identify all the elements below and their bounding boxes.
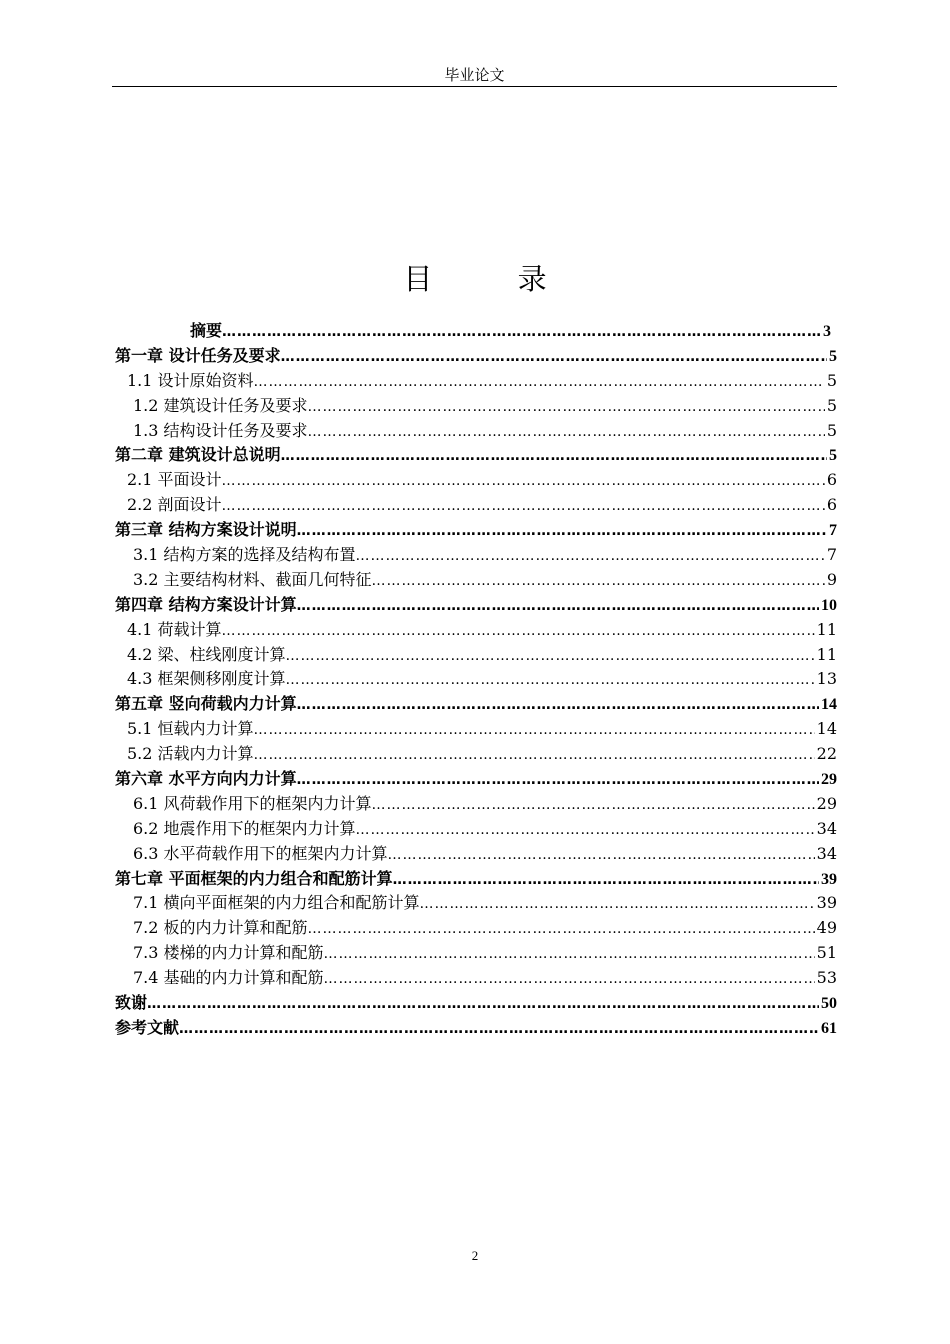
toc-chapter-entry[interactable] xyxy=(115,692,837,717)
toc-entry-page: 14 xyxy=(821,696,837,714)
toc-entry-page: 5 xyxy=(826,395,837,415)
table-of-contents xyxy=(115,319,837,1041)
toc-chapter-entry[interactable] xyxy=(115,319,837,344)
toc-section-entry[interactable] xyxy=(115,916,837,941)
toc-section-entry[interactable] xyxy=(115,419,837,444)
toc-entry-label: 7.3 楼梯的内力计算和配筋 xyxy=(133,943,324,963)
toc-chapter-entry[interactable] xyxy=(115,443,837,468)
toc-section-entry[interactable] xyxy=(115,842,837,867)
toc-entry-page: 51 xyxy=(816,943,837,963)
toc-entry-label: 第四章 结构方案设计计算 xyxy=(115,594,297,614)
toc-entry-label: 第一章 设计任务及要求 xyxy=(115,345,281,365)
toc-entry-page: 6 xyxy=(826,495,837,515)
toc-entry-page: 22 xyxy=(816,744,837,764)
toc-leader-dots xyxy=(420,892,815,916)
toc-entry-label: 摘要 xyxy=(190,321,223,340)
toc-leader-dots xyxy=(286,668,815,692)
toc-entry-label: 参考文献 xyxy=(115,1017,180,1037)
toc-entry-label: 第六章 水平方向内力计算 xyxy=(115,769,297,789)
toc-leader-dots xyxy=(222,494,825,518)
toc-leader-dots xyxy=(356,818,815,842)
toc-leader-dots xyxy=(324,942,815,966)
toc-entry-page: 5 xyxy=(826,370,837,390)
toc-entry-page: 7 xyxy=(829,522,837,540)
toc-leader-dots xyxy=(308,917,815,941)
toc-section-entry[interactable] xyxy=(115,667,837,692)
toc-leader-dots xyxy=(222,619,815,643)
toc-leader-dots xyxy=(222,320,821,344)
toc-chapter-entry[interactable] xyxy=(115,344,837,369)
toc-section-entry[interactable] xyxy=(115,891,837,916)
toc-section-entry[interactable] xyxy=(115,717,837,742)
toc-leader-dots xyxy=(308,420,825,444)
toc-entry-page: 39 xyxy=(816,893,837,913)
toc-chapter-entry[interactable] xyxy=(115,518,837,543)
toc-entry-page: 50 xyxy=(821,995,837,1013)
toc-chapter-entry[interactable] xyxy=(115,1016,837,1041)
toc-entry-label: 3.1 结构方案的选择及结构布置 xyxy=(133,545,356,565)
toc-leader-dots xyxy=(222,469,825,493)
toc-section-entry[interactable] xyxy=(115,643,837,668)
toc-section-entry[interactable] xyxy=(115,742,837,767)
toc-leader-dots xyxy=(179,1017,819,1041)
toc-entry-label: 2.2 剖面设计 xyxy=(127,495,222,515)
toc-entry-page: 34 xyxy=(816,843,837,863)
toc-leader-dots xyxy=(281,345,827,369)
toc-entry-page: 39 xyxy=(821,870,837,888)
toc-leader-dots xyxy=(147,992,819,1016)
toc-entry-label: 3.2 主要结构材料、截面几何特征 xyxy=(133,569,372,589)
toc-leader-dots xyxy=(324,967,815,991)
toc-leader-dots xyxy=(372,793,815,817)
toc-entry-label: 致谢 xyxy=(115,993,148,1013)
toc-entry-page: 29 xyxy=(821,771,837,789)
toc-entry-page: 61 xyxy=(821,1019,837,1037)
toc-leader-dots xyxy=(286,644,815,668)
toc-entry-label: 7.1 横向平面框架的内力组合和配筋计算 xyxy=(133,893,420,913)
toc-leader-dots xyxy=(254,718,815,742)
toc-leader-dots xyxy=(393,868,819,892)
toc-entry-label: 第五章 竖向荷载内力计算 xyxy=(115,694,297,714)
toc-leader-dots xyxy=(281,444,827,468)
toc-section-entry[interactable] xyxy=(115,543,837,568)
header-rule xyxy=(112,86,837,87)
toc-leader-dots xyxy=(372,569,825,593)
toc-entry-label: 6.2 地震作用下的框架内力计算 xyxy=(133,818,356,838)
toc-leader-dots xyxy=(297,768,819,792)
toc-entry-label: 6.1 风荷载作用下的框架内力计算 xyxy=(133,793,372,813)
toc-chapter-entry[interactable] xyxy=(115,593,837,618)
toc-section-entry[interactable] xyxy=(115,568,837,593)
toc-entry-page: 29 xyxy=(816,793,837,813)
toc-entry-label: 第二章 建筑设计总说明 xyxy=(115,445,281,465)
toc-entry-page: 5 xyxy=(829,447,837,465)
page-header: 毕业论文 xyxy=(444,66,505,84)
toc-entry-page: 13 xyxy=(816,669,837,689)
toc-section-entry[interactable] xyxy=(115,792,837,817)
toc-section-entry[interactable] xyxy=(115,966,837,991)
toc-entry-label: 4.3 框架侧移刚度计算 xyxy=(127,669,286,689)
toc-entry-page: 10 xyxy=(821,596,837,614)
toc-entry-label: 5.2 活载内力计算 xyxy=(127,744,254,764)
toc-entry-page: 9 xyxy=(826,569,837,589)
toc-section-entry[interactable] xyxy=(115,941,837,966)
toc-leader-dots xyxy=(388,843,815,867)
toc-entry-page: 11 xyxy=(816,619,837,639)
toc-leader-dots xyxy=(356,544,825,568)
toc-entry-page: 6 xyxy=(826,470,837,490)
toc-chapter-entry[interactable] xyxy=(115,867,837,892)
toc-entry-label: 2.1 平面设计 xyxy=(127,470,222,490)
toc-entry-label: 7.4 基础的内力计算和配筋 xyxy=(133,968,324,988)
toc-entry-label: 1.1 设计原始资料 xyxy=(127,370,254,390)
toc-leader-dots xyxy=(308,395,825,419)
toc-entry-page: 5 xyxy=(826,420,837,440)
toc-entry-page: 5 xyxy=(829,347,837,365)
toc-entry-label: 第七章 平面框架的内力组合和配筋计算 xyxy=(115,868,393,888)
toc-entry-page: 34 xyxy=(816,818,837,838)
toc-section-entry[interactable] xyxy=(115,618,837,643)
toc-entry-label: 7.2 板的内力计算和配筋 xyxy=(133,918,308,938)
toc-section-entry[interactable] xyxy=(115,817,837,842)
toc-entry-page: 3 xyxy=(823,323,831,340)
toc-leader-dots xyxy=(254,743,815,767)
toc-entry-page: 53 xyxy=(816,968,837,988)
toc-entry-page: 11 xyxy=(816,644,837,664)
toc-leader-dots xyxy=(297,594,819,618)
toc-entry-label: 1.3 结构设计任务及要求 xyxy=(133,420,308,440)
toc-entry-page: 49 xyxy=(816,918,837,938)
toc-leader-dots xyxy=(254,370,825,394)
toc-leader-dots xyxy=(297,693,819,717)
toc-entry-page: 14 xyxy=(816,719,837,739)
toc-title: 目 录 xyxy=(403,262,585,296)
toc-entry-label: 6.3 水平荷载作用下的框架内力计算 xyxy=(133,843,388,863)
toc-entry-page: 7 xyxy=(826,545,837,565)
toc-section-entry[interactable] xyxy=(115,369,837,394)
toc-section-entry[interactable] xyxy=(115,493,837,518)
toc-section-entry[interactable] xyxy=(115,468,837,493)
toc-entry-label: 4.2 梁、柱线刚度计算 xyxy=(127,644,286,664)
toc-leader-dots xyxy=(297,519,827,543)
toc-chapter-entry[interactable] xyxy=(115,767,837,792)
toc-entry-label: 5.1 恒载内力计算 xyxy=(127,719,254,739)
toc-chapter-entry[interactable] xyxy=(115,991,837,1016)
page-number: 2 xyxy=(471,1248,479,1263)
toc-section-entry[interactable] xyxy=(115,394,837,419)
toc-entry-label: 1.2 建筑设计任务及要求 xyxy=(133,395,308,415)
toc-entry-label: 第三章 结构方案设计说明 xyxy=(115,520,297,540)
toc-entry-label: 4.1 荷载计算 xyxy=(127,619,222,639)
